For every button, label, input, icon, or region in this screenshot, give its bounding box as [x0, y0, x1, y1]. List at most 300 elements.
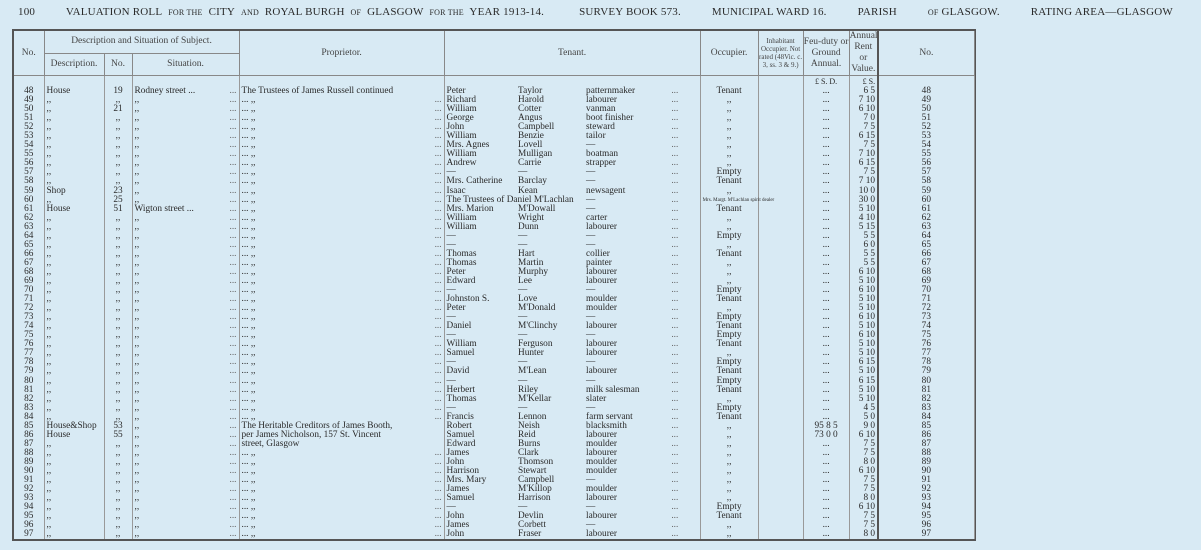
row-number: 60 — [14, 196, 44, 205]
feu-duty: ... — [803, 250, 849, 259]
tenant-first-name: Mrs. Catherine — [446, 176, 503, 187]
row-number: 96 — [14, 521, 44, 530]
proprietor-dots: ... — [391, 259, 444, 268]
tenant-surname: Thomson — [518, 456, 554, 467]
proprietor: ... ,, — [241, 502, 256, 513]
tenant-dots: ... — [650, 530, 700, 539]
occupier-status: ,, — [700, 422, 758, 431]
tenant-surname: Barclay — [518, 176, 547, 187]
proprietor-dots: ... — [391, 150, 444, 159]
row-number: 52 — [14, 123, 44, 132]
row-number: 56 — [14, 159, 44, 168]
row-number: 78 — [14, 358, 44, 367]
col-header-situation: Situation. — [132, 53, 239, 75]
situation-dots: ... — [182, 503, 239, 512]
tenant-occupation: boot finisher — [586, 113, 634, 124]
proprietor-dots: ... — [391, 177, 444, 186]
situation: ,, — [134, 502, 140, 513]
survey-book: SURVEY BOOK 573. — [579, 6, 681, 18]
description: ,, — [44, 150, 104, 159]
description: ,, — [44, 168, 104, 177]
proprietor: ... ,, — [241, 456, 256, 467]
description: ,, — [44, 322, 104, 331]
tenant-dots: ... — [650, 105, 700, 114]
tenant-occupation: moulder — [586, 294, 618, 305]
tenant-dots: ... — [650, 123, 700, 132]
description: ,, — [44, 268, 104, 277]
row-number-2: 53 — [878, 132, 974, 141]
description: ,, — [44, 386, 104, 395]
occupier-status: ,, — [700, 521, 758, 530]
row-number-2: 87 — [878, 440, 974, 449]
inhabitant-occupier — [758, 322, 803, 331]
roll-title — [66, 6, 566, 18]
tenant-first-name: James — [446, 520, 470, 531]
row-number: 94 — [14, 503, 44, 512]
tenant-occupation: collier — [586, 248, 610, 259]
situation-dots: ... — [182, 458, 239, 467]
tenant-occupation: — — [586, 520, 596, 531]
tenant-surname: Carrie — [518, 158, 542, 169]
description: ,, — [44, 349, 104, 358]
title-text: GLASGOW — [367, 6, 424, 18]
description: ,, — [44, 141, 104, 150]
feu-duty: ... — [803, 295, 849, 304]
tenant-first-name: Harrison — [446, 465, 480, 476]
row-number: 50 — [14, 105, 44, 114]
feu-duty: ... — [803, 367, 849, 376]
tenant-dots: ... — [650, 304, 700, 313]
tenant-surname: M'Dowall — [518, 203, 556, 214]
tenant-surname: Burns — [518, 438, 541, 449]
annual-rent: 5 0 — [849, 413, 878, 422]
house-number: ,, — [104, 494, 132, 503]
tenant-first-name: Peter — [446, 86, 466, 96]
situation: ,, — [134, 330, 140, 341]
feu-duty: ... — [803, 485, 849, 494]
occupier-status: Tenant — [700, 512, 758, 521]
proprietor-dots: ... — [391, 404, 444, 413]
annual-rent: 5 5 — [849, 259, 878, 268]
tenant-dots: ... — [650, 286, 700, 295]
occupier-status: ,, — [700, 159, 758, 168]
cell — [444, 76, 700, 88]
feu-duty: ... — [803, 105, 849, 114]
house-number: ,, — [104, 467, 132, 476]
proprietor-dots: ... — [391, 114, 444, 123]
row-number: 93 — [14, 494, 44, 503]
tenant-surname: Harrison — [518, 493, 551, 504]
tenant-first-name: John — [446, 122, 465, 133]
proprietor: ... ,, — [241, 384, 256, 395]
occupier-status: Tenant — [700, 340, 758, 349]
row-number: 54 — [14, 141, 44, 150]
situation: ,, — [134, 113, 140, 124]
tenant-occupation: moulder — [586, 303, 618, 314]
row-number-2: 61 — [878, 205, 974, 214]
occupier-status: ,, — [700, 449, 758, 458]
row-number-2: 84 — [878, 413, 974, 422]
table-row — [14, 503, 974, 512]
situation: ,, — [134, 529, 140, 540]
tenant-first-name: The Trustees of Daniel M'Lachlan — [446, 194, 574, 205]
annual-rent: 5 10 — [849, 349, 878, 358]
annual-rent: 6 5 — [849, 87, 878, 96]
annual-rent: 9 0 — [849, 422, 878, 431]
situation-dots: ... — [182, 413, 239, 422]
proprietor-dots — [391, 431, 444, 440]
row-number: 70 — [14, 286, 44, 295]
tenant-occupation: — — [586, 357, 596, 368]
proprietor-dots: ... — [391, 530, 444, 539]
row-number-2: 80 — [878, 377, 974, 386]
tenant-first-name: James — [446, 447, 470, 458]
house-number: ,, — [104, 141, 132, 150]
situation-dots: ... — [182, 485, 239, 494]
occupier-status: ,, — [700, 304, 758, 313]
tenant-dots: ... — [650, 295, 700, 304]
situation-dots: ... — [182, 96, 239, 105]
tenant-surname: M'Killop — [518, 484, 552, 495]
house-number: ,, — [104, 114, 132, 123]
tenant-dots: ... — [650, 503, 700, 512]
feu-duty: ... — [803, 132, 849, 141]
feu-duty: ... — [803, 395, 849, 404]
annual-rent: 7 10 — [849, 150, 878, 159]
row-number-2: 69 — [878, 277, 974, 286]
inhabitant-occupier — [758, 340, 803, 349]
table-row — [14, 241, 974, 250]
row-number-2: 91 — [878, 476, 974, 485]
description: ,, — [44, 358, 104, 367]
table-row — [14, 277, 974, 286]
house-number: ,, — [104, 241, 132, 250]
tenant-surname: Lovell — [518, 140, 543, 151]
inhabitant-occupier — [758, 485, 803, 494]
situation: ,, — [134, 366, 140, 377]
situation: ,, — [134, 194, 140, 205]
tenant-occupation: boatman — [586, 149, 619, 160]
table-body — [14, 76, 974, 540]
house-number: ,, — [104, 295, 132, 304]
annual-rent: 8 0 — [849, 458, 878, 467]
row-number: 65 — [14, 241, 44, 250]
occupier-status: ,, — [700, 268, 758, 277]
situation-dots: ... — [182, 232, 239, 241]
title-text: OF — [350, 8, 362, 17]
table-row — [14, 367, 974, 376]
annual-rent: 6 15 — [849, 159, 878, 168]
proprietor-dots: ... — [391, 286, 444, 295]
table-row — [14, 494, 974, 503]
tenant-dots: ... — [650, 467, 700, 476]
situation: ,, — [134, 248, 140, 259]
title-text: ROYAL BURGH — [264, 6, 345, 18]
tenant-first-name: — — [446, 230, 456, 241]
proprietor: ... ,, — [241, 113, 256, 124]
house-number: ,, — [104, 250, 132, 259]
tenant-first-name: Francis — [446, 411, 474, 422]
tenant-first-name: Daniel — [446, 321, 472, 332]
tenant-occupation: — — [586, 230, 596, 241]
tenant-first-name: — — [446, 357, 456, 368]
feu-duty: ... — [803, 404, 849, 413]
proprietor-dots: ... — [391, 349, 444, 358]
tenant-occupation: painter — [586, 257, 612, 268]
proprietor: ... ,, — [241, 285, 256, 296]
row-number-2: 67 — [878, 259, 974, 268]
tenant-first-name: Thomas — [446, 257, 477, 268]
description: ,, — [44, 214, 104, 223]
feu-duty: ... — [803, 458, 849, 467]
tenant-occupation: labourer — [586, 529, 618, 540]
annual-rent: 10 0 — [849, 187, 878, 196]
description: ,, — [44, 377, 104, 386]
situation-dots: ... — [182, 367, 239, 376]
tenant-first-name: Thomas — [446, 248, 477, 259]
tenant-first-name: — — [446, 502, 456, 513]
row-number-2: 81 — [878, 386, 974, 395]
parish-text: OF — [927, 8, 939, 17]
row-number-2: 88 — [878, 449, 974, 458]
tenant-first-name: William — [446, 221, 477, 232]
house-number: ,, — [104, 313, 132, 322]
tenant-dots: ... — [650, 322, 700, 331]
parish-text: GLASGOW. — [941, 6, 1000, 18]
tenant-occupation: strapper — [586, 158, 616, 169]
row-number: 92 — [14, 485, 44, 494]
occupier-status: ,, — [700, 440, 758, 449]
situation-dots: ... — [182, 168, 239, 177]
proprietor-dots: ... — [391, 304, 444, 313]
description: ,, — [44, 114, 104, 123]
inhabitant-occupier — [758, 422, 803, 431]
occupier-status: ,, — [700, 105, 758, 114]
situation: ,, — [134, 375, 140, 386]
table-row — [14, 449, 974, 458]
row-number: 67 — [14, 259, 44, 268]
annual-rent: 5 15 — [849, 223, 878, 232]
tenant-dots: ... — [650, 377, 700, 386]
annual-rent: 5 10 — [849, 322, 878, 331]
proprietor: ... ,, — [241, 511, 256, 522]
proprietor: ... ,, — [241, 122, 256, 133]
proprietor: ... ,, — [241, 212, 256, 223]
proprietor: ... ,, — [241, 475, 256, 486]
situation: ,, — [134, 465, 140, 476]
tenant-first-name: Samuel — [446, 493, 475, 504]
title-text: AND — [240, 8, 259, 17]
col-header-description-group: Description and Situation of Subject. — [44, 31, 239, 53]
feu-duty: ... — [803, 187, 849, 196]
proprietor: ... ,, — [241, 303, 256, 314]
proprietor: ... ,, — [241, 447, 256, 458]
table-row — [14, 467, 974, 476]
inhabitant-occupier — [758, 530, 803, 539]
tenant-dots: ... — [650, 87, 700, 96]
house-number: ,, — [104, 530, 132, 539]
proprietor: ... ,, — [241, 321, 256, 332]
tenant-first-name: John — [446, 511, 465, 522]
tenant-first-name: Robert — [446, 420, 472, 431]
occupier-status: ,, — [700, 241, 758, 250]
inhabitant-occupier — [758, 159, 803, 168]
row-number: 90 — [14, 467, 44, 476]
row-number-2: 78 — [878, 358, 974, 367]
tenant-dots: ... — [650, 187, 700, 196]
inhabitant-occupier — [758, 304, 803, 313]
feu-duty: ... — [803, 358, 849, 367]
annual-rent: 7 5 — [849, 123, 878, 132]
tenant-occupation: carter — [586, 212, 608, 223]
inhabitant-occupier — [758, 431, 803, 440]
occupier-status: ,, — [700, 467, 758, 476]
row-number-2: 70 — [878, 286, 974, 295]
annual-rent: 5 10 — [849, 340, 878, 349]
tenant-first-name: Samuel — [446, 348, 475, 359]
proprietor-dots: ... — [391, 386, 444, 395]
occupier-status: ,, — [700, 349, 758, 358]
table-row — [14, 250, 974, 259]
row-number: 81 — [14, 386, 44, 395]
feu-duty: ... — [803, 494, 849, 503]
tenant-dots: ... — [650, 449, 700, 458]
tenant-occupation: moulder — [586, 484, 618, 495]
house-number: ,, — [104, 377, 132, 386]
occupier-status: Tenant — [700, 367, 758, 376]
col-header-proprietor: Proprietor. — [239, 31, 444, 76]
tenant-dots: ... — [650, 521, 700, 530]
tenant-dots: ... — [650, 159, 700, 168]
feu-duty: ... — [803, 286, 849, 295]
tenant-occupation: moulder — [586, 456, 618, 467]
description: ,, — [44, 521, 104, 530]
occupier-status: ,, — [700, 494, 758, 503]
situation-dots: ... — [182, 331, 239, 340]
occupier-status: Empty — [700, 503, 758, 512]
tenant-occupation: — — [586, 176, 596, 187]
annual-rent: 7 5 — [849, 512, 878, 521]
feu-duty: ... — [803, 313, 849, 322]
inhabitant-occupier — [758, 205, 803, 214]
row-number: 61 — [14, 205, 44, 214]
inhabitant-occupier — [758, 268, 803, 277]
inhabitant-occupier — [758, 503, 803, 512]
tenant-dots: ... — [650, 367, 700, 376]
occupier-status: Empty — [700, 286, 758, 295]
proprietor: ... ,, — [241, 484, 256, 495]
tenant-surname: — — [518, 375, 528, 386]
proprietor: ... ,, — [241, 149, 256, 160]
municipal-ward: MUNICIPAL WARD 16. — [711, 6, 827, 18]
parish-text: PARISH — [857, 6, 897, 18]
inhabitant-occupier — [758, 241, 803, 250]
situation-dots: ... — [182, 214, 239, 223]
proprietor: ... ,, — [241, 248, 256, 259]
situation-dots: ... — [182, 431, 239, 440]
description: ,, — [44, 367, 104, 376]
inhabitant-occupier — [758, 168, 803, 177]
house-number: ,, — [104, 132, 132, 141]
proprietor-dots: ... — [391, 268, 444, 277]
inhabitant-occupier — [758, 367, 803, 376]
description: ,, — [44, 96, 104, 105]
annual-rent: 5 10 — [849, 395, 878, 404]
situation-dots: ... — [182, 349, 239, 358]
situation: ,, — [134, 257, 140, 268]
proprietor: The Heritable Creditors of James Booth, — [241, 420, 393, 431]
row-number: 86 — [14, 431, 44, 440]
table-row — [14, 530, 974, 539]
col-header-description: Description. — [44, 53, 104, 75]
row-number: 77 — [14, 349, 44, 358]
col-header-inhabitant-occupier: Inhabitant Occupier. Not rated (48Vic. c. 3, ss. 3 & 9.) — [758, 31, 803, 76]
tenant-dots: ... — [650, 177, 700, 186]
tenant-dots: ... — [650, 404, 700, 413]
row-number: 72 — [14, 304, 44, 313]
situation-dots: ... — [182, 286, 239, 295]
row-number-2: 93 — [878, 494, 974, 503]
feu-duty: ... — [803, 123, 849, 132]
table-row — [14, 223, 974, 232]
inhabitant-occupier — [758, 331, 803, 340]
tenant-occupation: tailor — [586, 131, 606, 142]
row-number: 97 — [14, 530, 44, 539]
tenant-first-name: Mrs. Mary — [446, 475, 487, 486]
proprietor-dots: ... — [391, 96, 444, 105]
table-row — [14, 440, 974, 449]
proprietor-dots: ... — [391, 413, 444, 422]
tenant-surname: Martin — [518, 257, 544, 268]
feu-duty: ... — [803, 214, 849, 223]
proprietor: ... ,, — [241, 158, 256, 169]
tenant-first-name: Mrs. Agnes — [446, 140, 490, 151]
house-number: ,, — [104, 168, 132, 177]
row-number-2: 94 — [878, 503, 974, 512]
proprietor-dots: ... — [391, 232, 444, 241]
table-row — [14, 349, 974, 358]
annual-rent: 4 5 — [849, 404, 878, 413]
tenant-occupation: steward — [586, 122, 615, 133]
title-text: VALUATION ROLL — [65, 6, 163, 18]
proprietor-dots: ... — [391, 313, 444, 322]
occupier-status: ,, — [700, 530, 758, 539]
annual-rent: 8 0 — [849, 494, 878, 503]
feu-duty: ... — [803, 340, 849, 349]
situation: ,, — [134, 511, 140, 522]
house-number: ,, — [104, 485, 132, 494]
annual-rent: 5 10 — [849, 205, 878, 214]
row-number: 76 — [14, 340, 44, 349]
description: ,, — [44, 259, 104, 268]
col-header-feu-duty: Feu-duty or Ground Annual. — [803, 31, 849, 76]
tenant-surname: Hunter — [518, 348, 544, 359]
row-number: 51 — [14, 114, 44, 123]
situation-dots: ... — [182, 322, 239, 331]
inhabitant-occupier — [758, 449, 803, 458]
tenant-dots: ... — [650, 440, 700, 449]
row-number: 87 — [14, 440, 44, 449]
description: ,, — [44, 512, 104, 521]
tenant-dots: ... — [650, 349, 700, 358]
inhabitant-occupier — [758, 440, 803, 449]
tenant-surname: — — [518, 239, 528, 250]
occupier-status: ,, — [700, 259, 758, 268]
annual-rent: 5 10 — [849, 304, 878, 313]
proprietor-dots: ... — [391, 295, 444, 304]
tenant-occupation: moulder — [586, 438, 618, 449]
tenant-occupation: vanman — [586, 104, 616, 115]
